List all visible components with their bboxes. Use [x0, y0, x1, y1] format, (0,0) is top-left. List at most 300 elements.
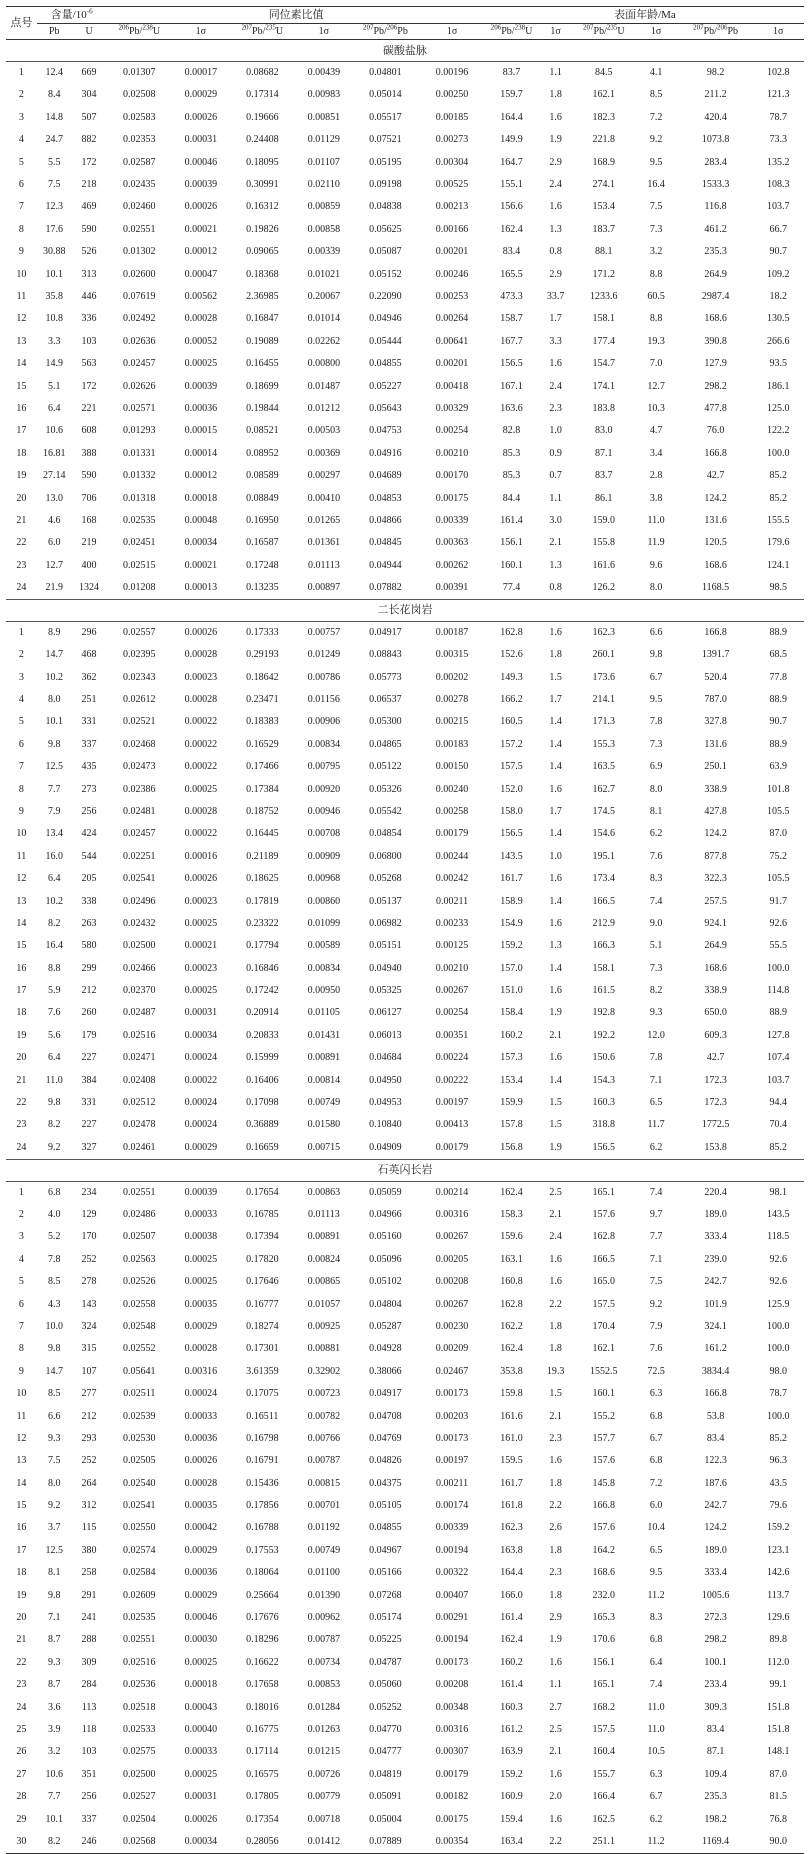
table-cell: 7.5 — [47, 1455, 61, 1467]
table-cell: 22 — [16, 1656, 27, 1668]
table-cell: 3 — [18, 1231, 24, 1243]
table-cell: 580 — [81, 940, 97, 952]
table-cell: 0.00016 — [184, 850, 218, 862]
table-cell: 0.04753 — [369, 425, 402, 437]
table-cell: 0.06537 — [369, 694, 402, 706]
table-cell: 90.7 — [769, 716, 787, 728]
table-cell: 0.00029 — [184, 1589, 218, 1601]
table-cell: 212 — [81, 1410, 97, 1422]
table-cell: 0.00208 — [435, 1276, 469, 1288]
table-cell: 2 — [18, 89, 24, 101]
table-cell: 0.05060 — [369, 1679, 402, 1691]
table-cell: 10.1 — [45, 1813, 63, 1825]
table-cell: 0.00233 — [435, 917, 469, 929]
table-cell: 0.05643 — [369, 402, 402, 414]
table-cell: 0.00851 — [307, 111, 341, 123]
table-cell: 7.4 — [649, 1679, 663, 1691]
table-cell: 0.00022 — [184, 761, 218, 773]
table-cell: 113.7 — [767, 1589, 790, 1601]
table-cell: 0.01265 — [307, 514, 341, 526]
table-cell: 0.05151 — [369, 940, 402, 952]
table-cell: 101.8 — [767, 783, 790, 795]
table-cell: 0.00166 — [435, 223, 469, 235]
table-cell: 0.04967 — [369, 1544, 402, 1556]
table-cell: 0.02551 — [123, 223, 156, 235]
table-cell: 0.05096 — [369, 1253, 402, 1265]
table-cell: 0.04855 — [369, 1522, 402, 1534]
table-cell: 107.4 — [767, 1052, 790, 1064]
table-cell: 0.02492 — [123, 313, 156, 325]
table-row — [6, 1204, 804, 1226]
table-cell: 0.00029 — [184, 89, 218, 101]
table-cell: 0.02587 — [123, 156, 156, 168]
table-cell: 277 — [81, 1388, 97, 1400]
table-cell: 145.8 — [592, 1477, 616, 1489]
table-cell: 0.16847 — [246, 313, 279, 325]
table-row — [6, 1002, 804, 1024]
table-cell: 15 — [16, 1500, 27, 1512]
table-cell: 186.1 — [767, 380, 790, 392]
table-cell: 0.00897 — [307, 581, 341, 593]
table-cell: 114.8 — [767, 985, 790, 997]
table-cell: 0.00024 — [184, 1097, 218, 1109]
table-cell: 195.1 — [592, 850, 616, 862]
table-cell: 17 — [16, 985, 27, 997]
table-cell: 0.00246 — [435, 268, 469, 280]
table-cell: 239.0 — [704, 1253, 727, 1265]
table-cell: 0.01331 — [123, 447, 156, 459]
table-cell: 256 — [81, 1791, 97, 1803]
table-cell: 0.00021 — [184, 223, 218, 235]
table-cell: 155.8 — [592, 537, 616, 549]
table-cell: 0.00022 — [184, 828, 218, 840]
table-cell: 0.02408 — [123, 1074, 156, 1086]
table-cell: 9.2 — [47, 1141, 61, 1153]
table-cell: 1 — [18, 627, 24, 639]
table-cell: 70.4 — [769, 1119, 787, 1131]
table-cell: 0.00413 — [435, 1119, 469, 1131]
table-cell: 6.2 — [649, 1141, 663, 1153]
table-cell: 380 — [81, 1544, 97, 1556]
table-cell: 124.2 — [704, 1522, 727, 1534]
table-cell: 1.8 — [549, 649, 562, 661]
table-cell: 0.04909 — [369, 1141, 402, 1153]
table-cell: 159.2 — [767, 1522, 790, 1534]
table-row — [6, 1495, 804, 1517]
table-cell: 6 — [18, 738, 24, 750]
table-cell: 127.9 — [704, 358, 727, 370]
table-cell: 0.00766 — [307, 1432, 341, 1444]
table-cell: 85.2 — [769, 470, 787, 482]
ratio-group-header: 同位素比值 — [106, 7, 485, 24]
table-cell: 0.21189 — [246, 850, 279, 862]
table-cell: 0.00779 — [307, 1791, 341, 1803]
table-cell: 129.6 — [767, 1612, 790, 1624]
table-cell: 19.3 — [647, 335, 665, 347]
table-cell: 118 — [81, 1723, 97, 1735]
table-cell: 8 — [18, 783, 24, 795]
table-cell: 0.04916 — [369, 447, 402, 459]
table-cell: 161.4 — [500, 1612, 523, 1624]
table-cell: 0.00222 — [435, 1074, 469, 1086]
table-cell: 0.02540 — [123, 1477, 156, 1489]
table-cell: 0.00795 — [307, 761, 341, 773]
table-cell: 0.00026 — [184, 1813, 218, 1825]
table-cell: 0.00315 — [435, 649, 469, 661]
table-cell: 0.02353 — [123, 134, 156, 146]
table-cell: 14 — [16, 358, 27, 370]
table-cell: 17 — [16, 1544, 27, 1556]
table-cell: 0.00297 — [307, 470, 341, 482]
table-cell: 105.5 — [767, 805, 790, 817]
table-cell: 112.0 — [767, 1656, 790, 1668]
table-cell: 0.19089 — [246, 335, 279, 347]
table-cell: 6 — [18, 1298, 24, 1310]
table-cell: 0.00407 — [435, 1589, 469, 1601]
table-cell: 0.00253 — [435, 290, 469, 302]
table-cell: 220.4 — [704, 1186, 727, 1198]
table-cell: 125.0 — [767, 402, 790, 414]
table-cell: 0.01249 — [307, 649, 341, 661]
table-cell: 157.3 — [500, 1052, 523, 1064]
table-cell: 6.2 — [649, 828, 663, 840]
table-cell: 83.7 — [595, 470, 613, 482]
table-cell: 160.2 — [500, 1029, 523, 1041]
table-cell: 0.17819 — [246, 895, 279, 907]
table-cell: 11.0 — [647, 1701, 665, 1713]
table-cell: 0.16791 — [246, 1455, 279, 1467]
table-cell: 6.6 — [649, 627, 663, 639]
table-cell: 165.3 — [592, 1612, 616, 1624]
table-cell: 9 — [18, 246, 24, 258]
table-cell: 0.00028 — [184, 313, 218, 325]
table-cell: 17 — [16, 425, 27, 437]
table-cell: 131.6 — [704, 738, 727, 750]
table-cell: 19 — [16, 1029, 27, 1041]
table-cell: 0.00316 — [184, 1365, 218, 1377]
table-cell: 162.8 — [500, 1298, 523, 1310]
table-cell: 16.4 — [45, 940, 63, 952]
table-cell: 0.00028 — [184, 1343, 218, 1355]
table-cell: 0.02636 — [123, 335, 156, 347]
table-cell: 163.9 — [500, 1746, 523, 1758]
table-cell: 0.02536 — [123, 1679, 156, 1691]
table-cell: 309 — [81, 1656, 97, 1668]
section-title: 碳酸盐脉 — [6, 40, 804, 62]
table-cell: 2.8 — [649, 470, 663, 482]
table-cell: 0.00787 — [307, 1455, 341, 1467]
table-cell: 0.01284 — [307, 1701, 341, 1713]
table-cell: 152.6 — [500, 649, 523, 661]
table-cell: 1.9 — [549, 134, 562, 146]
age-sigma-1-header: 1σ — [550, 25, 561, 37]
table-cell: 1.7 — [549, 805, 562, 817]
table-cell: 214.1 — [592, 694, 616, 706]
table-cell: 0.05326 — [369, 783, 402, 795]
table-cell: 166.2 — [500, 694, 523, 706]
table-cell: 1.4 — [549, 828, 562, 840]
table-cell: 0.00708 — [307, 828, 341, 840]
table-cell: 81.5 — [769, 1791, 787, 1803]
table-cell: 161.5 — [592, 985, 616, 997]
table-cell: 0.01105 — [307, 1007, 340, 1019]
table-cell: 0.05166 — [369, 1567, 402, 1579]
table-cell: 0.00865 — [307, 1276, 341, 1288]
table-cell: 3.61359 — [246, 1365, 279, 1377]
table-cell: 173.4 — [592, 873, 616, 885]
table-cell: 212 — [81, 985, 97, 997]
table-cell: 6.4 — [47, 1052, 61, 1064]
table-cell: 162.3 — [500, 1522, 523, 1534]
table-cell: 9.2 — [47, 1500, 61, 1512]
table-cell: 0.02467 — [435, 1365, 469, 1377]
table-cell: 10.6 — [45, 1768, 63, 1780]
table-cell: 163.8 — [500, 1544, 523, 1556]
table-cell: 85.2 — [769, 1432, 787, 1444]
table-cell: 246 — [72, 1831, 107, 1853]
table-cell: 242.7 — [704, 1500, 727, 1512]
table-cell: 0.01318 — [123, 492, 156, 504]
table-cell: 0.00017 — [184, 67, 218, 79]
table-cell: 0.02521 — [123, 716, 156, 728]
table-cell: 0.00962 — [307, 1612, 341, 1624]
table-cell: 7.7 — [47, 1791, 61, 1803]
table-cell: 0.00410 — [307, 492, 341, 504]
table-cell: 88.9 — [769, 627, 787, 639]
table-cell: 242.7 — [704, 1276, 727, 1288]
ratio-sigma-2-header: 1σ — [318, 25, 330, 37]
table-row — [6, 375, 804, 397]
table-cell: 304 — [81, 89, 97, 101]
table-cell: 164.4 — [500, 111, 523, 123]
table-cell: 0.18368 — [246, 268, 279, 280]
table-row — [6, 84, 804, 106]
table-cell: 0.04950 — [369, 1074, 402, 1086]
table-cell: 153.4 — [500, 1074, 523, 1086]
table-cell: 1.8 — [549, 1343, 562, 1355]
table-cell: 0.00800 — [307, 358, 341, 370]
table-cell: 0.00179 — [435, 828, 469, 840]
table-cell: 706 — [81, 492, 97, 504]
table-row — [6, 1719, 804, 1741]
table-cell: 0.02535 — [123, 1612, 156, 1624]
table-cell: 468 — [81, 649, 97, 661]
table-cell: 158.4 — [500, 1007, 523, 1019]
table-cell: 15 — [16, 940, 27, 952]
table-cell: 189.0 — [704, 1544, 727, 1556]
table-cell: 158.1 — [592, 962, 616, 974]
table-cell: 1552.5 — [590, 1365, 618, 1377]
table-cell: 2.9 — [549, 1612, 562, 1624]
table-cell: 1.7 — [549, 313, 562, 325]
table-cell: 0.00183 — [435, 738, 469, 750]
table-cell: 264 — [81, 1477, 97, 1489]
table-cell: 10.1 — [45, 716, 63, 728]
table-cell: 157.5 — [592, 1723, 616, 1735]
table-cell: 10.2 — [45, 671, 63, 683]
table-cell: 13.0 — [45, 492, 63, 504]
table-cell: 0.17248 — [246, 559, 279, 571]
table-cell: 241 — [81, 1612, 97, 1624]
table-cell: 608 — [81, 425, 97, 437]
table-cell: 0.18752 — [246, 805, 279, 817]
table-cell: 0.8 — [549, 581, 562, 593]
table-cell: 0.00749 — [307, 1544, 341, 1556]
table-cell: 0.00909 — [307, 850, 341, 862]
table-cell: 19 — [16, 470, 27, 482]
table-cell: 0.01487 — [307, 380, 341, 392]
table-cell: 0.02461 — [123, 1141, 156, 1153]
table-cell: 0.02511 — [123, 1388, 156, 1400]
table-cell: 877.8 — [704, 850, 727, 862]
table-cell: 0.36889 — [246, 1119, 279, 1131]
table-cell: 0.00860 — [307, 895, 341, 907]
table-cell: 1.6 — [549, 985, 562, 997]
table-cell: 1.6 — [549, 1455, 562, 1467]
table-row — [6, 913, 804, 935]
table-cell: 9.8 — [47, 1343, 61, 1355]
table-cell: 1.1 — [549, 492, 562, 504]
table-cell: 0.7 — [549, 470, 562, 482]
table-row — [6, 196, 804, 218]
table-cell: 0.08589 — [246, 470, 279, 482]
table-cell: 166.5 — [592, 895, 616, 907]
table-row — [6, 151, 804, 173]
table-cell: 0.05091 — [369, 1791, 402, 1803]
table-cell: 0.04769 — [369, 1432, 402, 1444]
table-cell: 7.0 — [649, 358, 663, 370]
table-cell: 0.02541 — [123, 873, 156, 885]
table-cell: 424 — [81, 828, 97, 840]
table-cell: 23 — [16, 559, 27, 571]
ratio-207-206-header: $^{207}$Pb/$^{206}$Pb — [362, 23, 408, 37]
table-cell: 8.7 — [47, 1679, 61, 1691]
table-cell: 0.00201 — [435, 358, 469, 370]
table-cell: 333.4 — [704, 1231, 727, 1243]
table-cell: 327 — [81, 1141, 97, 1153]
table-row — [6, 756, 804, 778]
table-cell: 6.4 — [649, 1656, 663, 1668]
table-cell: 1.8 — [549, 1589, 562, 1601]
ratio-sigma-1-header: 1σ — [195, 25, 207, 37]
table-cell: 227 — [81, 1052, 97, 1064]
table-cell: 0.00173 — [435, 1388, 469, 1400]
table-cell: 2.9 — [549, 156, 562, 168]
table-cell: 0.00025 — [184, 917, 218, 929]
table-cell: 0.02558 — [123, 1298, 156, 1310]
table-cell: 11.7 — [647, 1119, 665, 1131]
table-cell: 90.7 — [769, 246, 787, 258]
table-cell: 121.3 — [767, 89, 790, 101]
table-cell: 10.4 — [647, 1522, 665, 1534]
table-cell: 0.02539 — [123, 1410, 156, 1422]
table-cell: 0.16659 — [246, 1141, 279, 1153]
table-row — [6, 1741, 804, 1763]
table-cell: 0.00304 — [435, 156, 469, 168]
table-cell: 7.4 — [649, 1186, 663, 1198]
table-cell: 0.00853 — [307, 1679, 341, 1691]
table-cell: 0.01307 — [123, 67, 156, 79]
table-cell: 0.00197 — [435, 1097, 469, 1109]
table-cell: 171.2 — [592, 268, 616, 280]
table-cell: 2.1 — [549, 537, 562, 549]
table-cell: 0.02568 — [106, 1831, 172, 1853]
table-cell: 156.1 — [592, 1656, 616, 1668]
table-cell: 0.00363 — [435, 537, 469, 549]
table-cell: 5.9 — [47, 985, 61, 997]
table-cell: 0.00316 — [435, 1209, 469, 1220]
table-cell: 108.3 — [767, 179, 790, 191]
table-cell: 7.4 — [649, 895, 663, 907]
table-cell: 0.04940 — [369, 962, 402, 974]
table-cell: 0.04819 — [369, 1768, 402, 1780]
table-cell: 26 — [16, 1746, 27, 1758]
table-cell: 6.5 — [649, 1097, 663, 1109]
table-cell: 12.7 — [45, 559, 63, 571]
table-cell: 43.5 — [769, 1477, 787, 1489]
table-cell: 148.1 — [767, 1746, 790, 1758]
table-row — [6, 1137, 804, 1159]
table-cell: 155.7 — [592, 1768, 616, 1780]
table-cell: 158.1 — [592, 313, 616, 325]
table-cell: 0.00024 — [184, 1119, 218, 1131]
table-cell: 13 — [16, 895, 27, 907]
table-cell: 0.00503 — [307, 425, 341, 437]
table-cell: 16.4 — [647, 179, 665, 191]
table-cell: 10.1 — [45, 268, 63, 280]
table-cell: 0.00052 — [184, 335, 218, 347]
table-cell: 12 — [16, 873, 27, 885]
table-cell: 260 — [81, 1007, 97, 1019]
table-cell: 9.3 — [47, 1432, 61, 1444]
table-cell: 21 — [16, 1634, 27, 1646]
table-cell: 103.7 — [767, 1074, 790, 1086]
table-cell: 77.4 — [502, 581, 521, 593]
table-cell: 0.17794 — [246, 940, 279, 952]
table-cell: 127.8 — [767, 1029, 790, 1041]
table-cell: 333.4 — [704, 1567, 727, 1579]
table-cell: 16 — [16, 962, 27, 974]
table-cell: 77.8 — [769, 671, 787, 683]
table-cell: 0.00906 — [307, 716, 341, 728]
table-cell: 83.7 — [502, 67, 521, 79]
table-cell: 115 — [81, 1522, 97, 1534]
table-cell: 8.8 — [47, 962, 61, 974]
table-cell: 85.3 — [502, 470, 521, 482]
table-cell: 544 — [81, 850, 97, 862]
table-cell: 7.2 — [649, 1477, 663, 1489]
table-cell: 7.8 — [47, 1253, 61, 1265]
isotope-data-table — [6, 6, 804, 1854]
content-group-header: 含量$/10^{-6}$ — [37, 7, 107, 24]
table-cell: 88.9 — [769, 694, 787, 706]
table-cell: 0.04855 — [369, 358, 402, 370]
table-cell: 6.8 — [649, 1455, 663, 1467]
table-row — [6, 263, 804, 285]
table-cell: 160.5 — [500, 716, 523, 728]
table-cell: 168 — [81, 514, 97, 526]
table-cell: 0.01215 — [307, 1746, 341, 1758]
table-cell: 1.8 — [549, 1544, 562, 1556]
table-cell: 165.5 — [500, 268, 523, 280]
table-cell: 189.0 — [704, 1209, 727, 1220]
table-cell: 0.01302 — [123, 246, 156, 258]
table-cell: 0.00348 — [435, 1701, 469, 1713]
table-cell: 0.17333 — [246, 627, 279, 639]
table-cell: 312 — [81, 1500, 97, 1512]
table-cell: 0.02110 — [307, 179, 340, 191]
table-cell: 1.4 — [549, 738, 562, 750]
